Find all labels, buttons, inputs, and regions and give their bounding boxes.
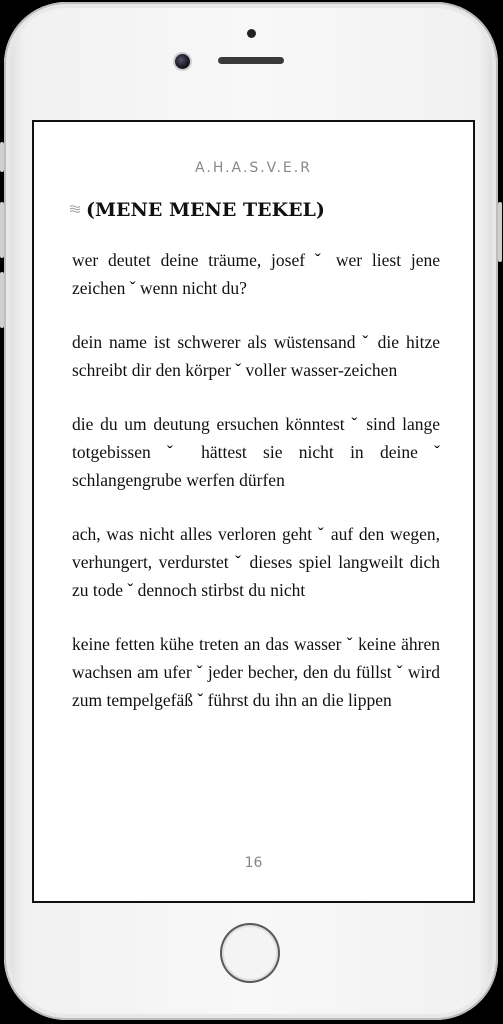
- menu-lines-icon[interactable]: [70, 205, 80, 216]
- power-button[interactable]: [498, 202, 502, 262]
- paragraph: wer deutet deine träume, josef ˇ wer liest jene zeichen ˇ wenn nicht du?: [72, 250, 440, 298]
- reader-screen[interactable]: [32, 120, 475, 903]
- paragraph: dein name ist schwerer als wüstensand ˇ die hitze schreibt dir den körper ˇ voller wasser-zeichen: [72, 332, 440, 380]
- home-button[interactable]: [220, 923, 280, 983]
- mute-switch[interactable]: [0, 142, 4, 172]
- paragraph: keine fetten kühe treten an das wasser ˇ keine ähren wachsen am ufer ˇ jeder becher, den du füllst ˇ wird zum tempelgefäß ˇ führst du ihn an die lippen: [72, 634, 440, 710]
- book-title: A.H.A.S.V.E.R: [195, 160, 312, 176]
- paragraph: die du um deutung ersuchen könntest ˇ sind lange totgebissen ˇ hättest sie nicht in deine ˇ schlangengrube werfen dürfen: [72, 414, 440, 490]
- reading-text[interactable]: [72, 246, 440, 740]
- volume-up-button[interactable]: [0, 202, 4, 258]
- phone-frame: [4, 2, 498, 1020]
- page-number: 16: [244, 855, 263, 871]
- chapter-heading: [70, 199, 325, 221]
- chapter-title: (MENE MENE TEKEL): [86, 199, 325, 221]
- paragraph: ach, was nicht alles verloren geht ˇ auf den wegen, verhungert, verdurstet ˇ dieses spiel langweilt dich zu tode ˇ dennoch stirbst du nicht: [72, 524, 440, 600]
- front-camera-icon: [175, 54, 190, 69]
- volume-down-button[interactable]: [0, 272, 4, 328]
- proximity-sensor: [247, 29, 256, 38]
- earpiece-speaker: [218, 57, 284, 64]
